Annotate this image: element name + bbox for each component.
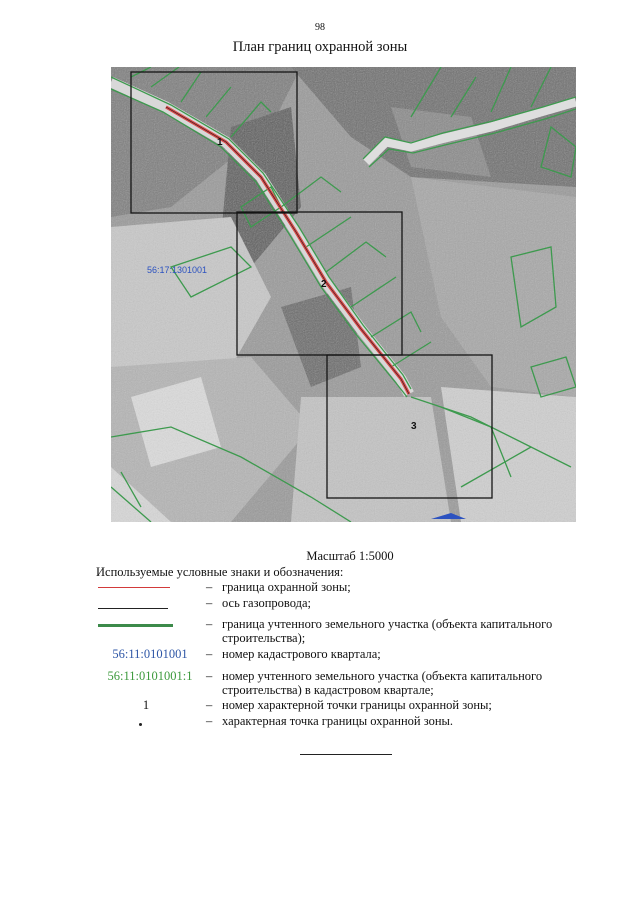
- legend-quarter-code: 56:11:0101001: [112, 647, 188, 661]
- legend-symbol-black-line: [96, 596, 206, 610]
- legend-symbol-point: [96, 714, 206, 728]
- legend-point-number: 1: [142, 698, 150, 712]
- legend-symbol-red-line: [96, 580, 206, 594]
- satellite-map: [111, 67, 576, 522]
- point-label: 1: [217, 137, 223, 148]
- point-label: 3: [411, 421, 417, 432]
- legend-heading: Используемые условные знаки и обозначения:: [96, 565, 344, 579]
- footer-rule: [300, 754, 392, 755]
- point-label: 2: [321, 279, 327, 290]
- page-number: 98: [315, 22, 325, 33]
- legend-symbol-green-line: [96, 617, 206, 631]
- cadastral-quarter-label: 56:17:1301001: [147, 265, 208, 275]
- page-title: План границ охранной зоны: [232, 39, 408, 55]
- terrain: [111, 67, 576, 522]
- legend-parcel-code: 56:11:0101001:1: [107, 669, 193, 683]
- map-scale: Масштаб 1:5000: [306, 549, 394, 563]
- map-image[interactable]: [111, 67, 576, 522]
